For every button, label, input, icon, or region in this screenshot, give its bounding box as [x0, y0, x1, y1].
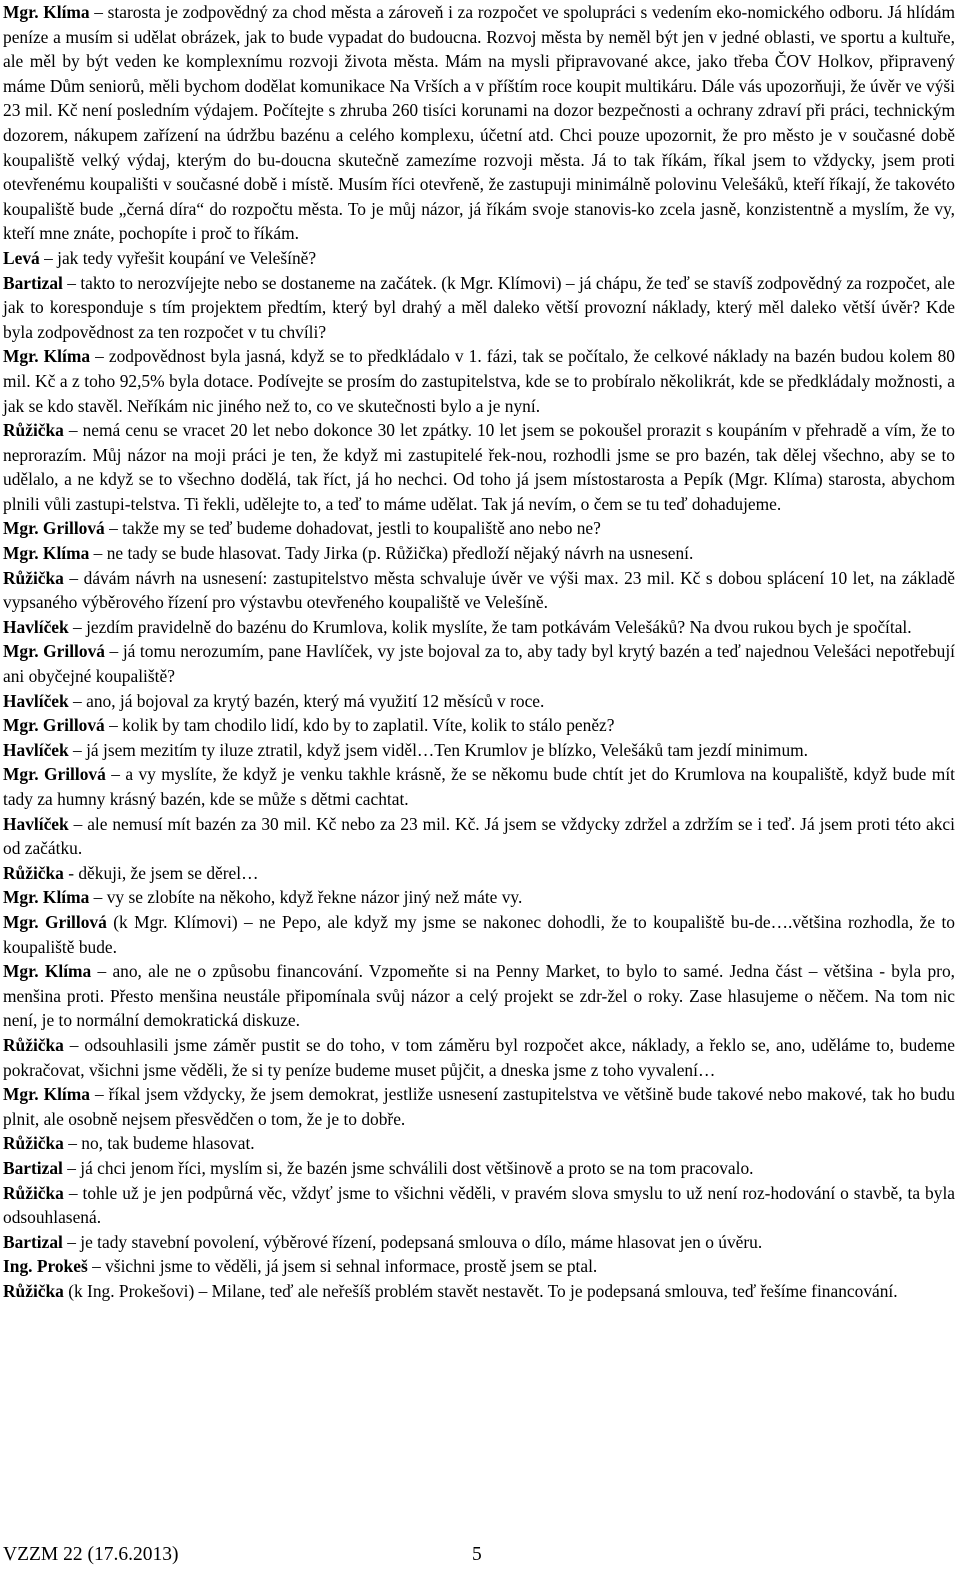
paragraph — [3, 1254, 955, 1279]
paragraph-text: – ano, já bojoval za krytý bazén, který má využití 12 měsíců v roce. — [68, 690, 545, 711]
paragraph-text: – kolik by tam chodilo lidí, kdo by to zaplatil. Víte, kolik to stálo peněz? — [104, 715, 615, 736]
paragraph — [3, 738, 955, 763]
document-reference: VZZM 22 (17.6.2013) — [3, 1544, 179, 1565]
paragraph — [3, 1131, 955, 1156]
speaker-name: Růžička — [3, 420, 64, 441]
speaker-name: Ing. Prokeš — [3, 1256, 88, 1277]
paragraph-text: – jezdím pravidelně do bazénu do Krumlova, kolik myslíte, že tam potkávám Velešáků? Na dvou rukou bych je spočítal. — [68, 616, 912, 637]
paragraph-text: – já chci jenom říci, myslím si, že bazén jsme schválili dost většinově a proto se na tom pracovalo. — [62, 1157, 754, 1178]
paragraph — [3, 1156, 955, 1181]
paragraph-text: – takto to nerozvíjejte nebo se dostaneme na začátek. (k Mgr. Klímovi) – já chápu, že teď se stavíš zodpovědný za rozpočet, ale jak to koresponduje s tím projektem předtím, který byl drahý a měl daleko větší provozní náklady, který měl daleko větší úvěr? Kde byla zodpovědnost za ten rozpočet v tu chvíli? — [3, 272, 955, 342]
paragraph-text: – ano, ale ne o způsobu financování. Vzpomeňte si na Penny Market, to bylo to samé. Jedna část – většina - byla pro, menšina proti. Přesto menšina neustále připomínala svůj názor a celý projekt se zdr-žel o roky. Zase hlasujeme o něčem. Na tom nic není, je to normální demokratická diskuze. — [3, 961, 955, 1031]
paragraph-text: – dávám návrh na usnesení: zastupitelstvo města schvaluje úvěr ve výši max. 23 mil. Kč s dobou splácení 10 let, na základě vypsaného výběrového řízení pro výstavbu otevřeného koupaliště ve Velešíně. — [3, 567, 955, 613]
paragraph-text: – já tomu nerozumím, pane Havlíček, vy jste bojoval za to, aby tady byl krytý bazén a teď najednou Velešáci nepotřebují ani obyčejné koupaliště? — [3, 641, 955, 687]
paragraph-text: – ne tady se bude hlasovat. Tady Jirka (p. Růžička) předloží nějaký návrh na usnesení. — [89, 543, 694, 564]
speaker-name: Mgr. Grillová — [3, 764, 106, 785]
speaker-name: Mgr. Klíma — [3, 2, 90, 22]
paragraph — [3, 271, 955, 345]
paragraph-text: – takže my se teď budeme dohadovat, jestli to koupaliště ano nebo ne? — [104, 518, 601, 539]
paragraph-text: – zodpovědnost byla jasná, když se to předkládalo v 1. fázi, tak se počítalo, že celkové náklady na bazén budou kolem 80 mil. Kč a z toho 92,5% byla dotace. Podívejte se prosím do zastupitelstva, kde se to probíralo několikrát, kde se předkládaly možnosti, a jak se kdo stavěl. Neříkám nic jiného než to, co ve skutečnosti bylo a je nyní. — [3, 346, 955, 416]
page-number: 5 — [472, 1544, 482, 1565]
paragraph — [3, 1279, 955, 1304]
paragraph — [3, 713, 955, 738]
paragraph-text: – nemá cenu se vracet 20 let nebo dokonce 30 let zpátky. 10 let jsem se pokoušel prorazit s koupáním v přehradě a vím, že to neprorazím. Můj názor na moji práci je ten, že když mi zastupitelé řek-nou, rozhodli jsme se pro bazén, tak dělej všechno, aby se to udělalo, a ne když se to všechno dodělá, tak říct, já ho nechci. Od toho já jsem místostarosta a Pepík (Mgr. Klíma) starosta, abychom plnili vůli zastupi-telstva. Ti řekli, udělejte to, a teď to máme udělat. Tak já nevím, o čem se tu teď dohadujeme. — [3, 420, 955, 514]
paragraph-text: – ale nemusí mít bazén za 30 mil. Kč nebo za 23 mil. Kč. Já jsem se vždycky zdržel a zdržím se i teď. Já jsem proti této akci od začátku. — [3, 813, 955, 859]
speaker-name: Mgr. Klíma — [3, 543, 90, 564]
speaker-name: Mgr. Klíma — [3, 887, 90, 908]
paragraph — [3, 246, 955, 271]
speaker-name: Havlíček — [3, 813, 69, 834]
page-footer — [3, 1541, 955, 1569]
speaker-name: Mgr. Klíma — [3, 961, 92, 982]
speaker-name: Mgr. Grillová — [3, 518, 105, 539]
speaker-name: Růžička — [3, 862, 64, 883]
paragraph-text: – je tady stavební povolení, výběrové řízení, podepsaná smlouva o dílo, máme hlasovat jen o úvěru. — [62, 1231, 763, 1252]
paragraph — [3, 1230, 955, 1255]
paragraph — [3, 418, 955, 516]
paragraph — [3, 689, 955, 714]
paragraph-text: – říkal jsem vždycky, že jsem demokrat, jestliže usnesení zastupitelstva ve většině bude takové nebo makové, tak ho budu plnit, ale osobně nejsem přesvědčen o tom, že je to dobře. — [3, 1084, 955, 1129]
paragraph-text: (k Ing. Prokešovi) – Milane, teď ale neřešíš problém stavět nestavět. To je podepsaná smlouva, teď řešíme financování. — [63, 1280, 898, 1301]
speaker-name: Havlíček — [3, 616, 69, 637]
speaker-name: Mgr. Grillová — [3, 911, 107, 932]
paragraph — [3, 1082, 955, 1131]
paragraph — [3, 861, 955, 886]
paragraph — [3, 566, 955, 615]
paragraph-text: (k Mgr. Klímovi) – ne Pepo, ale když my jsme se nakonec dohodli, že to koupaliště bu-de….většina rozhodla, že to koupaliště bude. — [3, 911, 955, 957]
speaker-name: Bartizal — [3, 1157, 63, 1178]
paragraph — [3, 639, 955, 688]
speaker-name: Mgr. Grillová — [3, 641, 105, 662]
paragraph — [3, 812, 955, 861]
paragraph-text: – no, tak budeme hlasovat. — [63, 1133, 255, 1154]
paragraph — [3, 0, 955, 246]
speaker-name: Bartizal — [3, 1231, 63, 1252]
speaker-name: Mgr. Klíma — [3, 346, 91, 367]
paragraph-text: – jak tedy vyřešit koupání ve Velešíně? — [39, 247, 317, 268]
paragraph — [3, 1181, 955, 1230]
paragraph-text: – vy se zlobíte na někoho, když řekne názor jiný než máte vy. — [89, 887, 523, 908]
speaker-name: Růžička — [3, 1034, 64, 1055]
paragraph-text: – a vy myslíte, že když je venku takhle krásně, že se někomu bude chtít jet do Krumlova na koupaliště, když bude mít tady za humny krásný bazén, kde se může s dětmi cachtat. — [3, 764, 955, 809]
paragraph-text: – odsouhlasili jsme záměr pustit se do toho, v tom záměru byl rozpočet akce, náklady, a řeklo se, ano, uděláme to, budeme pokračovat, všichni jsme věděli, že si ty peníze budeme muset půjčit, a dneska jsme z toho vyvalení… — [3, 1034, 955, 1080]
speaker-name: Mgr. Klíma — [3, 1084, 90, 1105]
paragraph — [3, 959, 955, 1033]
paragraph-text: – všichni jsme to věděli, já jsem si sehnal informace, prostě jsem se ptal. — [87, 1256, 598, 1277]
paragraph — [3, 615, 955, 640]
speaker-name: Růžička — [3, 1280, 64, 1301]
speaker-name: Růžička — [3, 1133, 64, 1154]
speaker-name: Mgr. Grillová — [3, 715, 105, 736]
paragraph — [3, 885, 955, 910]
speaker-name: Bartizal — [3, 272, 63, 293]
paragraph — [3, 762, 955, 811]
paragraph-text: - děkuji, že jsem se děrel… — [63, 862, 259, 883]
speaker-name: Růžička — [3, 567, 64, 588]
paragraph-text: – starosta je zodpovědný za chod města a zároveň i za rozpočet ve spolupráci s vedením eko-nomického odboru. Já hlídám peníze a musím si udělat obrázek, jak to bude vypadat do budoucna. Rozvoj města by neměl být jen v jedné oblasti, ve sportu a kultuře, ale měl by být veden ke komplexnímu rozvoji života města. Mám na mysli připravované akce, jako třeba ČOV Holkov, připravený máme Dům seniorů, měli bychom dodělat komunikace Na Vrších a v příštím roce koupit multikáru. Dále vás upozorňuji, že úvěr ve výši 23 mil. Kč není posledním výdajem. Počítejte s zhruba 260 tisíci korunami na dozor bezpečnosti a ochrany zdraví při práci, technickým dozorem, nákupem zařízení na údržbu bazénu a celého komplexu, účetní atd. Chci pouze upozornit, že pro město je v současné době koupaliště velký výdaj, kterým do bu-doucna skutečně zamezíme rozvoji města. Já to tak říkám, říkal jsem to vždycky, jsem proti otevřenému koupališti v současné době i místě. Musím říci otevřeně, že zastupuji minimálně polovinu Velešáků, kteří říkají, že takovéto koupaliště bude „černá díra“ do rozpočtu města. To je můj názor, já říkám svoje stanovis-ko zcela jasně, konzistentně a myslím, že vy, kteří mne znáte, pochopíte i proč to říkám. — [3, 2, 955, 244]
paragraph — [3, 516, 955, 541]
paragraph — [3, 910, 955, 959]
speaker-name: Levá — [3, 247, 40, 268]
paragraph-text: – tohle už je jen podpůrná věc, vždyť jsme to všichni věděli, v pravém slova smyslu to už není roz-hodování o stavbě, ta byla odsouhlasená. — [3, 1182, 955, 1228]
paragraph — [3, 344, 955, 418]
paragraph-text: – já jsem mezitím ty iluze ztratil, když jsem viděl…Ten Krumlov je blízko, Velešáků tam jezdí minimum. — [68, 739, 809, 760]
speaker-name: Havlíček — [3, 739, 69, 760]
paragraph — [3, 1033, 955, 1082]
speaker-name: Havlíček — [3, 690, 69, 711]
speaker-name: Růžička — [3, 1182, 64, 1203]
paragraph — [3, 541, 955, 566]
document-body — [3, 0, 955, 1303]
